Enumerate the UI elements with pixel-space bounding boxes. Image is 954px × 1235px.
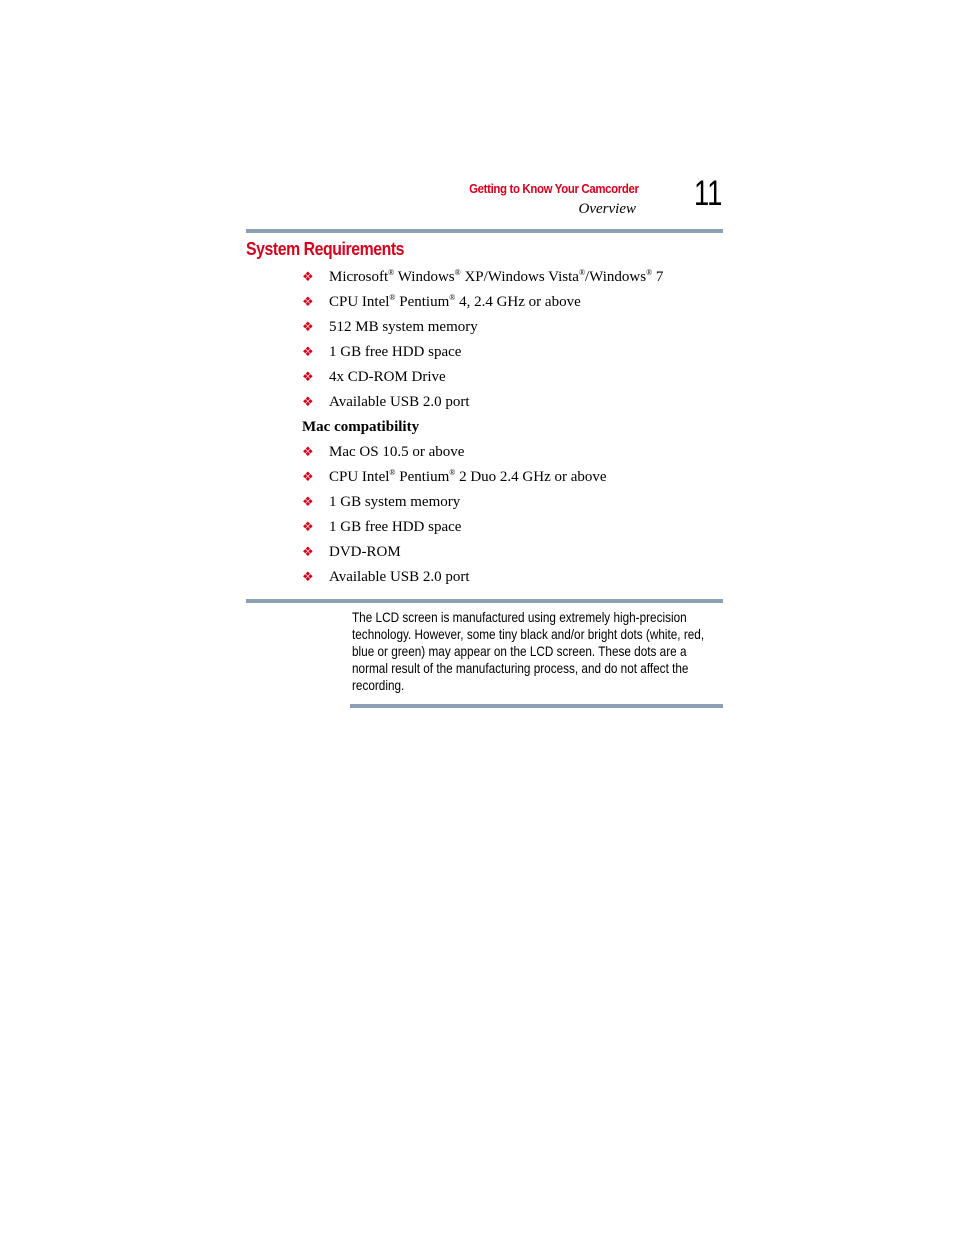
chapter-title: Getting to Know Your Camcorder: [469, 181, 639, 196]
note-divider-bottom: [350, 704, 723, 708]
bullet-icon: ❖: [302, 494, 314, 509]
bullet-icon: ❖: [302, 544, 314, 559]
page-number: 11: [693, 174, 722, 213]
list-item: [302, 442, 464, 462]
list-item: [302, 467, 607, 487]
lcd-note: The LCD screen is manufactured using extremely high-precision technology. However, some tiny black and/or bright dots (white, red, blue or green) may appear on the LCD screen. These dots are a normal result of the manufacturing process, and do not affect the recording.: [352, 609, 705, 693]
bullet-icon: ❖: [302, 344, 314, 359]
list-item-text: 1 GB free HDD space: [329, 344, 462, 360]
list-item-text: 512 MB system memory: [329, 319, 478, 335]
bullet-icon: ❖: [302, 519, 314, 534]
bullet-icon: ❖: [302, 394, 314, 409]
list-item-text: Mac OS 10.5 or above: [329, 444, 465, 460]
bullet-icon: ❖: [302, 319, 314, 334]
list-item: [302, 392, 470, 412]
list-item-text: 1 GB free HDD space: [329, 519, 462, 535]
list-item: [302, 342, 461, 362]
list-item: [302, 317, 478, 337]
note-divider-top: [246, 599, 723, 603]
list-item: [302, 567, 470, 587]
list-item: [302, 292, 581, 312]
list-item-text: CPU Intel® Pentium® 4, 2.4 GHz or above: [329, 293, 581, 310]
header-divider: [246, 229, 723, 233]
bullet-icon: ❖: [302, 444, 314, 459]
section-heading: System Requirements: [246, 239, 405, 259]
bullet-icon: ❖: [302, 269, 314, 284]
bullet-icon: ❖: [302, 294, 314, 309]
list-item-text: Microsoft® Windows® XP/Windows Vista®/Windows® 7: [329, 268, 664, 285]
list-item: [302, 517, 461, 537]
list-item-text: CPU Intel® Pentium® 2 Duo 2.4 GHz or above: [329, 468, 607, 485]
list-item-text: Available USB 2.0 port: [329, 394, 470, 410]
list-item-text: DVD-ROM: [329, 544, 401, 560]
list-item-text: 4x CD-ROM Drive: [329, 369, 446, 385]
list-item: [302, 267, 663, 287]
bullet-icon: ❖: [302, 469, 314, 484]
mac-compatibility-heading: Mac compatibility: [302, 419, 420, 435]
section-subtitle: Overview: [578, 201, 636, 217]
list-item-text: Available USB 2.0 port: [329, 569, 470, 585]
bullet-icon: ❖: [302, 369, 314, 384]
list-item-text: 1 GB system memory: [329, 494, 461, 510]
list-item: [302, 542, 401, 562]
bullet-icon: ❖: [302, 569, 314, 584]
list-item: [302, 492, 460, 512]
list-item: [302, 367, 446, 387]
